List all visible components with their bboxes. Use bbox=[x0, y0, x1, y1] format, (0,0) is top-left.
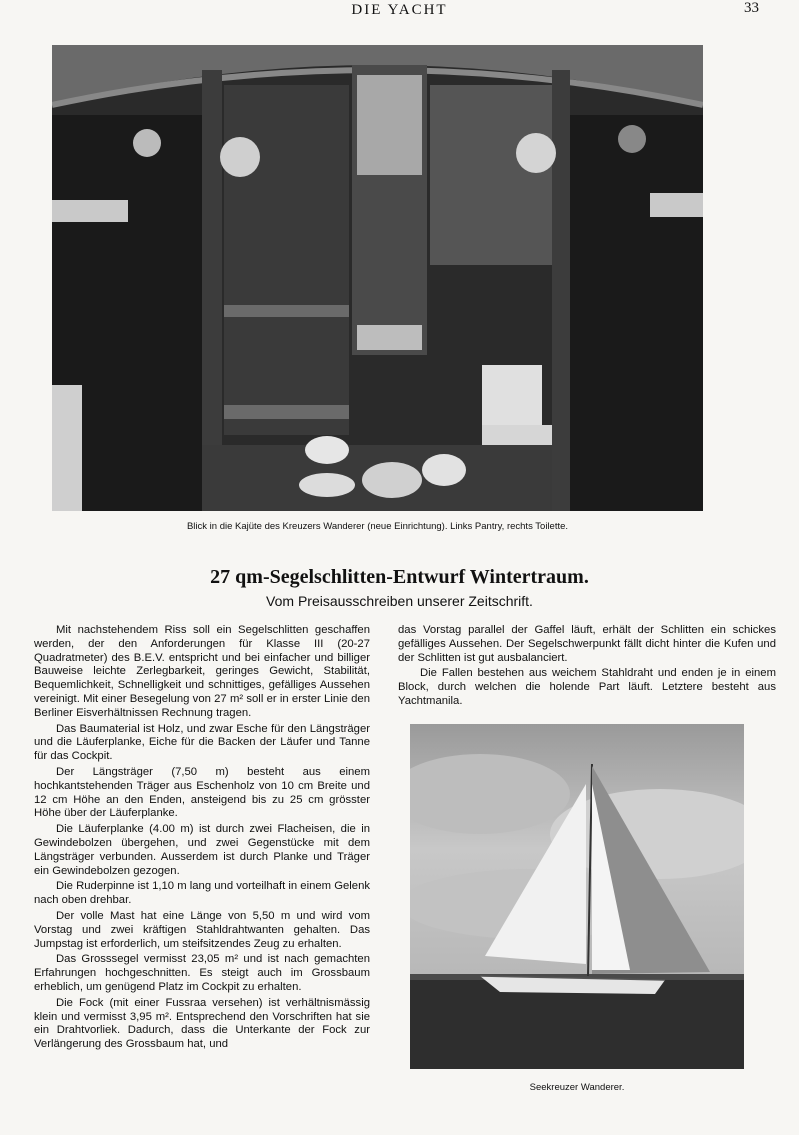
journal-title: DIE YACHT bbox=[351, 2, 448, 18]
page-header bbox=[0, 0, 799, 20]
paragraph: Der volle Mast hat eine Länge von 5,50 m und wird vom Vorstag und zwei kräftigen Stahldrahtwanten gehalten. Das Jumpstag ist erforderlich, um steifsitzendes Zeug zu erhalten. bbox=[34, 909, 370, 950]
paragraph: Der Längsträger (7,50 m) besteht aus einem hochkantstehenden Träger aus Eschenholz von 10 cm Breite und 12 cm Höhe an den Enden, ansteigend bis zu 25 cm grösster Höhe über der Läuferplanke. bbox=[34, 765, 370, 820]
bottom-photo-caption: Seekreuzer Wanderer. bbox=[529, 1082, 625, 1093]
paragraph: Die Läuferplanke (4.00 m) ist durch zwei Flacheisen, die in Gewindebolzen übergehen, und zwei Gegenstücke mit dem Längsträger verbunden. Ausserdem ist durch Planke und Träger ein Gewindebolzen gezogen. bbox=[34, 823, 370, 877]
paragraph: Das Grosssegel vermisst 23,05 m² und ist nach gemachten Erfahrungen hochgeschnitten. Es steigt auch im Grossbaum erheblich, um genügend Platz im Cockpit zu erhalten. bbox=[34, 953, 370, 993]
page-number: 33 bbox=[744, 0, 759, 16]
cabin-interior-photo bbox=[52, 45, 703, 511]
article-subtitle: Vom Preisausschreiben unserer Zeitschrift. bbox=[266, 593, 533, 609]
sailing-yacht-photo bbox=[410, 724, 744, 1069]
article-column-left bbox=[34, 624, 370, 1054]
paragraph: Das Baumaterial ist Holz, und zwar Esche für den Längsträger und die Läuferplanke, Eiche für die Backen der Läufer und Tanne für das Cockpit. bbox=[34, 722, 370, 763]
article-column-right bbox=[398, 624, 776, 711]
article-title: 27 qm-Segelschlitten-Entwurf Wintertraum. bbox=[210, 566, 589, 588]
paragraph: das Vorstag parallel der Gaffel läuft, erhält der Schlitten ein schickes gefälliges Aussehen. Der Segelschwerpunkt fällt dicht hinter die Kufen und der Schlitten ist gut ausbalanciert. bbox=[398, 624, 776, 664]
paragraph: Die Fock (mit einer Fussraa versehen) ist verhältnismässig klein und vermisst 3,95 m². Entsprechend den Vorschriften hat sie ein Drahtvorliek. Dadurch, dass die Unterkante der Fock zur Verlängerung des Grossbaum hat, und bbox=[34, 996, 370, 1051]
paragraph: Die Fallen bestehen aus weichem Stahldraht und enden je in einem Block, durch welchen die holende Part läuft. Letztere besteht aus Yachtmanila. bbox=[398, 667, 776, 707]
paragraph: Mit nachstehendem Riss soll ein Segelschlitten geschaffen werden, der den Anforderungen für Klasse III (20-27 Quadratmeter) des B.E.V. entspricht und bei einfacher und billiger Bauweise leichte Zerlegbarkeit, geringes Gewicht, Stabilität, Bequemlichkeit, Schnelligkeit und schnittiges, gefälliges Aussehen vereinigt. Mit einer Besegelung von 27 m² soll er in erster Linie den Berliner Eisverhältnissen Rechnung tragen. bbox=[34, 624, 370, 719]
top-photo-caption: Blick in die Kajüte des Kreuzers Wanderer (neue Einrichtung). Links Pantry, rechts Toilette. bbox=[186, 521, 569, 532]
paragraph: Die Ruderpinne ist 1,10 m lang und vorteilhaft in einem Gelenk nach oben drehbar. bbox=[34, 880, 370, 907]
